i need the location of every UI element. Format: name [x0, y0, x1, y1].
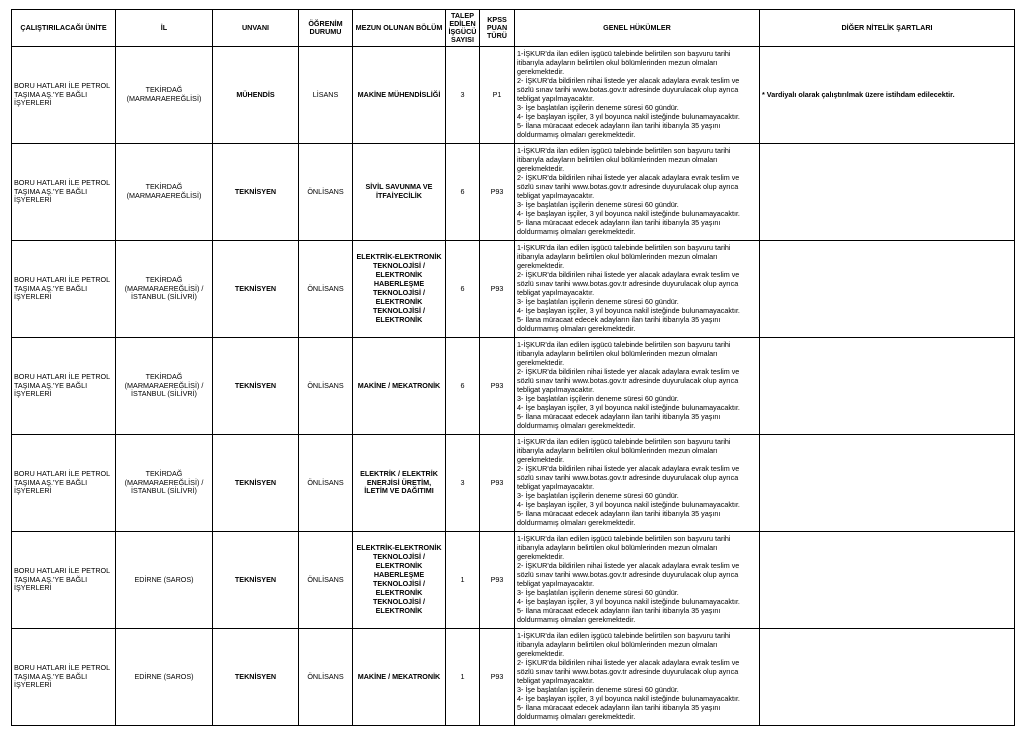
general-rule-item: 1-İŞKUR'da ilan edilen işgücü talebinde belirtilen son başvuru tarihi itibarıyla adayların belirtilen okul bölümlerinden mezun olmaları gerekmektedir. [517, 437, 731, 465]
general-rule-item: 2- İŞKUR'da bildirilen nihai listede yer alacak adaylara evrak teslim ve sözlü sınav tarihi www.botas.gov.tr adresinde duyurulacak olup ayrıca tebligat yapılmayacaktır. [517, 464, 740, 491]
general-rule-item: 2- İŞKUR'da bildirilen nihai listede yer alacak adaylara evrak teslim ve sözlü sınav tarihi www.botas.gov.tr adresinde duyurulacak olup ayrıca tebligat yapılmayacaktır. [517, 367, 740, 394]
cell-title: TEKNİSYEN [213, 144, 299, 241]
header-unit: ÇALIŞTIRILACAĞI ÜNİTE [12, 10, 116, 47]
general-rule-item: 1-İŞKUR'da ilan edilen işgücü talebinde belirtilen son başvuru tarihi itibarıyla adayların belirtilen okul bölümlerinden mezun olmaları gerekmektedir. [517, 146, 731, 174]
general-rule-item: 1-İŞKUR'da ilan edilen işgücü talebinde belirtilen son başvuru tarihi itibarıyla adayların belirtilen okul bölümlerinden mezun olmaları gerekmektedir. [517, 534, 731, 562]
general-rule-item: 3- İşe başlatılan işçilerin deneme süresi 60 gündür. [517, 199, 679, 209]
general-rule-item: 2- İŞKUR'da bildirilen nihai listede yer alacak adaylara evrak teslim ve sözlü sınav tarihi www.botas.gov.tr adresinde duyurulacak olup ayrıca tebligat yapılmayacaktır. [517, 658, 740, 685]
cell-title: TEKNİSYEN [213, 338, 299, 435]
cell-kpss: P93 [480, 532, 515, 629]
general-rule-item: 5- İlana müracaat edecek adayların ilan tarihi itibarıyla 35 yaşını doldurmamış olmaları gerekmektedir. [517, 314, 721, 333]
cell-unit: BORU HATLARI İLE PETROL TAŞIMA AŞ.'YE BAĞLI İŞYERLERİ [12, 47, 116, 144]
general-rule-item: 5- İlana müracaat edecek adayların ilan tarihi itibarıyla 35 yaşını doldurmamış olmaları gerekmektedir. [517, 217, 721, 236]
general-rule-item: 5- İlana müracaat edecek adayların ilan tarihi itibarıyla 35 yaşını doldurmamış olmaları gerekmektedir. [517, 508, 721, 527]
header-education: ÖĞRENİM DURUMU [299, 10, 353, 47]
cell-unit: BORU HATLARI İLE PETROL TAŞIMA AŞ.'YE BAĞLI İŞYERLERİ [12, 338, 116, 435]
cell-education: ÖNLİSANS [299, 629, 353, 726]
header-province: İL [116, 10, 213, 47]
table-row [12, 338, 1015, 435]
cell-kpss: P93 [480, 144, 515, 241]
cell-kpss: P93 [480, 241, 515, 338]
table-body [12, 47, 1015, 726]
general-rule-item: 1-İŞKUR'da ilan edilen işgücü talebinde belirtilen son başvuru tarihi itibarıyla adayların belirtilen okul bölümlerinden mezun olmaları gerekmektedir. [517, 631, 731, 659]
cell-title: TEKNİSYEN [213, 435, 299, 532]
cell-count: 6 [446, 144, 480, 241]
cell-other-requirements: * Vardiyalı olarak çalıştırılmak üzere istihdam edilecektir. [760, 47, 1015, 144]
general-rule-item: 3- İşe başlatılan işçilerin deneme süresi 60 gündür. [517, 296, 679, 306]
cell-kpss: P93 [480, 435, 515, 532]
general-rule-item: 3- İşe başlatılan işçilerin deneme süresi 60 gündür. [517, 490, 679, 500]
cell-province: TEKİRDAĞ (MARMARAEREĞLİSİ) / İSTANBUL (SİLİVRİ) [116, 435, 213, 532]
general-rule-item: 2- İŞKUR'da bildirilen nihai listede yer alacak adaylara evrak teslim ve sözlü sınav tarihi www.botas.gov.tr adresinde duyurulacak olup ayrıca tebligat yapılmayacaktır. [517, 270, 740, 297]
cell-department: MAKİNE / MEKATRONİK [353, 338, 446, 435]
cell-education: LİSANS [299, 47, 353, 144]
header-title: UNVANI [213, 10, 299, 47]
cell-other-requirements [760, 629, 1015, 726]
cell-count: 3 [446, 435, 480, 532]
general-rule-item: 2- İŞKUR'da bildirilen nihai listede yer alacak adaylara evrak teslim ve sözlü sınav tarihi www.botas.gov.tr adresinde duyurulacak olup ayrıca tebligat yapılmayacaktır. [517, 561, 740, 588]
cell-general-rules [515, 338, 760, 435]
cell-general-rules [515, 435, 760, 532]
general-rule-item: 3- İşe başlatılan işçilerin deneme süresi 60 gündür. [517, 587, 679, 597]
cell-education: ÖNLİSANS [299, 435, 353, 532]
general-rule-item: 3- İşe başlatılan işçilerin deneme süresi 60 gündür. [517, 684, 679, 694]
cell-education: ÖNLİSANS [299, 532, 353, 629]
cell-department: MAKİNE MÜHENDİSLİĞİ [353, 47, 446, 144]
cell-general-rules [515, 629, 760, 726]
cell-title: TEKNİSYEN [213, 532, 299, 629]
table-header-row [12, 10, 1015, 47]
cell-kpss: P1 [480, 47, 515, 144]
cell-unit: BORU HATLARI İLE PETROL TAŞIMA AŞ.'YE BAĞLI İŞYERLERİ [12, 241, 116, 338]
cell-province: EDİRNE (SAROS) [116, 629, 213, 726]
general-rule-item: 1-İŞKUR'da ilan edilen işgücü talebinde belirtilen son başvuru tarihi itibarıyla adayların belirtilen okul bölümlerinden mezun olmaları gerekmektedir. [517, 243, 731, 271]
cell-department: ELEKTRİK-ELEKTRONİK TEKNOLOJİSİ / ELEKTRONİK HABERLEŞME TEKNOLOJİSİ / ELEKTRONİK TEKNOLOJİSİ / ELEKTRONİK [353, 532, 446, 629]
cell-unit: BORU HATLARI İLE PETROL TAŞIMA AŞ.'YE BAĞLI İŞYERLERİ [12, 144, 116, 241]
cell-province: TEKİRDAĞ (MARMARAEREĞLİSİ) / İSTANBUL (SİLİVRİ) [116, 338, 213, 435]
general-rule-item: 4- İşe başlayan işçiler, 3 yıl boyunca nakil isteğinde bulunamayacaktır. [517, 596, 740, 606]
cell-count: 1 [446, 532, 480, 629]
table-row [12, 144, 1015, 241]
cell-unit: BORU HATLARI İLE PETROL TAŞIMA AŞ.'YE BAĞLI İŞYERLERİ [12, 435, 116, 532]
cell-department: ELEKTRİK / ELEKTRİK ENERJİSİ ÜRETİM, İLETİM VE DAĞITIMI [353, 435, 446, 532]
cell-education: ÖNLİSANS [299, 241, 353, 338]
cell-other-requirements [760, 241, 1015, 338]
cell-kpss: P93 [480, 629, 515, 726]
general-rule-item: 1-İŞKUR'da ilan edilen işgücü talebinde belirtilen son başvuru tarihi itibarıyla adayların belirtilen okul bölümlerinden mezun olmaları gerekmektedir. [517, 49, 731, 77]
cell-province: TEKİRDAĞ (MARMARAEREĞLİSİ) / İSTANBUL (SİLİVRİ) [116, 241, 213, 338]
general-rule-item: 5- İlana müracaat edecek adayların ilan tarihi itibarıyla 35 yaşını doldurmamış olmaları gerekmektedir. [517, 702, 721, 721]
general-rule-item: 4- İşe başlayan işçiler, 3 yıl boyunca nakil isteğinde bulunamayacaktır. [517, 499, 740, 509]
general-rule-item: 1-İŞKUR'da ilan edilen işgücü talebinde belirtilen son başvuru tarihi itibarıyla adayların belirtilen okul bölümlerinden mezun olmaları gerekmektedir. [517, 340, 731, 368]
cell-count: 1 [446, 629, 480, 726]
cell-title: TEKNİSYEN [213, 241, 299, 338]
cell-province: TEKİRDAĞ (MARMARAEREĞLİSİ) [116, 47, 213, 144]
header-general-rules: GENEL HÜKÜMLER [515, 10, 760, 47]
cell-education: ÖNLİSANS [299, 338, 353, 435]
cell-title: MÜHENDİS [213, 47, 299, 144]
table-row [12, 532, 1015, 629]
cell-general-rules [515, 241, 760, 338]
general-rule-item: 5- İlana müracaat edecek adayların ilan tarihi itibarıyla 35 yaşını doldurmamış olmaları gerekmektedir. [517, 411, 721, 430]
cell-unit: BORU HATLARI İLE PETROL TAŞIMA AŞ.'YE BAĞLI İŞYERLERİ [12, 629, 116, 726]
cell-department: SİVİL SAVUNMA VE İTFAİYECİLİK [353, 144, 446, 241]
cell-other-requirements [760, 144, 1015, 241]
cell-general-rules [515, 47, 760, 144]
general-rule-item: 2- İŞKUR'da bildirilen nihai listede yer alacak adaylara evrak teslim ve sözlü sınav tarihi www.botas.gov.tr adresinde duyurulacak olup ayrıca tebligat yapılmayacaktır. [517, 76, 740, 103]
table-row [12, 47, 1015, 144]
cell-title: TEKNİSYEN [213, 629, 299, 726]
cell-other-requirements [760, 435, 1015, 532]
cell-province: EDİRNE (SAROS) [116, 532, 213, 629]
header-kpss: KPSS PUAN TÜRÜ [480, 10, 515, 47]
general-rule-item: 3- İşe başlatılan işçilerin deneme süresi 60 gündür. [517, 102, 679, 112]
cell-other-requirements [760, 532, 1015, 629]
general-rule-item: 5- İlana müracaat edecek adayların ilan tarihi itibarıyla 35 yaşını doldurmamış olmaları gerekmektedir. [517, 605, 721, 624]
cell-kpss: P93 [480, 338, 515, 435]
general-rule-item: 3- İşe başlatılan işçilerin deneme süresi 60 gündür. [517, 393, 679, 403]
general-rule-item: 4- İşe başlayan işçiler, 3 yıl boyunca nakil isteğinde bulunamayacaktır. [517, 305, 740, 315]
cell-education: ÖNLİSANS [299, 144, 353, 241]
cell-general-rules [515, 144, 760, 241]
table-row [12, 629, 1015, 726]
header-other-requirements: DİĞER NİTELİK ŞARTLARI [760, 10, 1015, 47]
cell-province: TEKİRDAĞ (MARMARAEREĞLİSİ) [116, 144, 213, 241]
cell-count: 3 [446, 47, 480, 144]
general-rule-item: 4- İşe başlayan işçiler, 3 yıl boyunca nakil isteğinde bulunamayacaktır. [517, 402, 740, 412]
table-row [12, 241, 1015, 338]
table-row [12, 435, 1015, 532]
job-listing-table [11, 9, 1015, 726]
general-rule-item: 4- İşe başlayan işçiler, 3 yıl boyunca nakil isteğinde bulunamayacaktır. [517, 111, 740, 121]
cell-department: ELEKTRİK-ELEKTRONİK TEKNOLOJİSİ / ELEKTRONİK HABERLEŞME TEKNOLOJİSİ / ELEKTRONİK TEKNOLOJİSİ / ELEKTRONİK [353, 241, 446, 338]
header-count: TALEP EDİLEN İŞGÜCÜ SAYISI [446, 10, 480, 47]
cell-unit: BORU HATLARI İLE PETROL TAŞIMA AŞ.'YE BAĞLI İŞYERLERİ [12, 532, 116, 629]
general-rule-item: 2- İŞKUR'da bildirilen nihai listede yer alacak adaylara evrak teslim ve sözlü sınav tarihi www.botas.gov.tr adresinde duyurulacak olup ayrıca tebligat yapılmayacaktır. [517, 173, 740, 200]
cell-department: MAKİNE / MEKATRONİK [353, 629, 446, 726]
general-rule-item: 4- İşe başlayan işçiler, 3 yıl boyunca nakil isteğinde bulunamayacaktır. [517, 208, 740, 218]
general-rule-item: 5- İlana müracaat edecek adayların ilan tarihi itibarıyla 35 yaşını doldurmamış olmaları gerekmektedir. [517, 120, 721, 139]
general-rule-item: 4- İşe başlayan işçiler, 3 yıl boyunca nakil isteğinde bulunamayacaktır. [517, 693, 740, 703]
cell-count: 6 [446, 241, 480, 338]
cell-count: 6 [446, 338, 480, 435]
cell-general-rules [515, 532, 760, 629]
header-department: MEZUN OLUNAN BÖLÜM [353, 10, 446, 47]
cell-other-requirements [760, 338, 1015, 435]
